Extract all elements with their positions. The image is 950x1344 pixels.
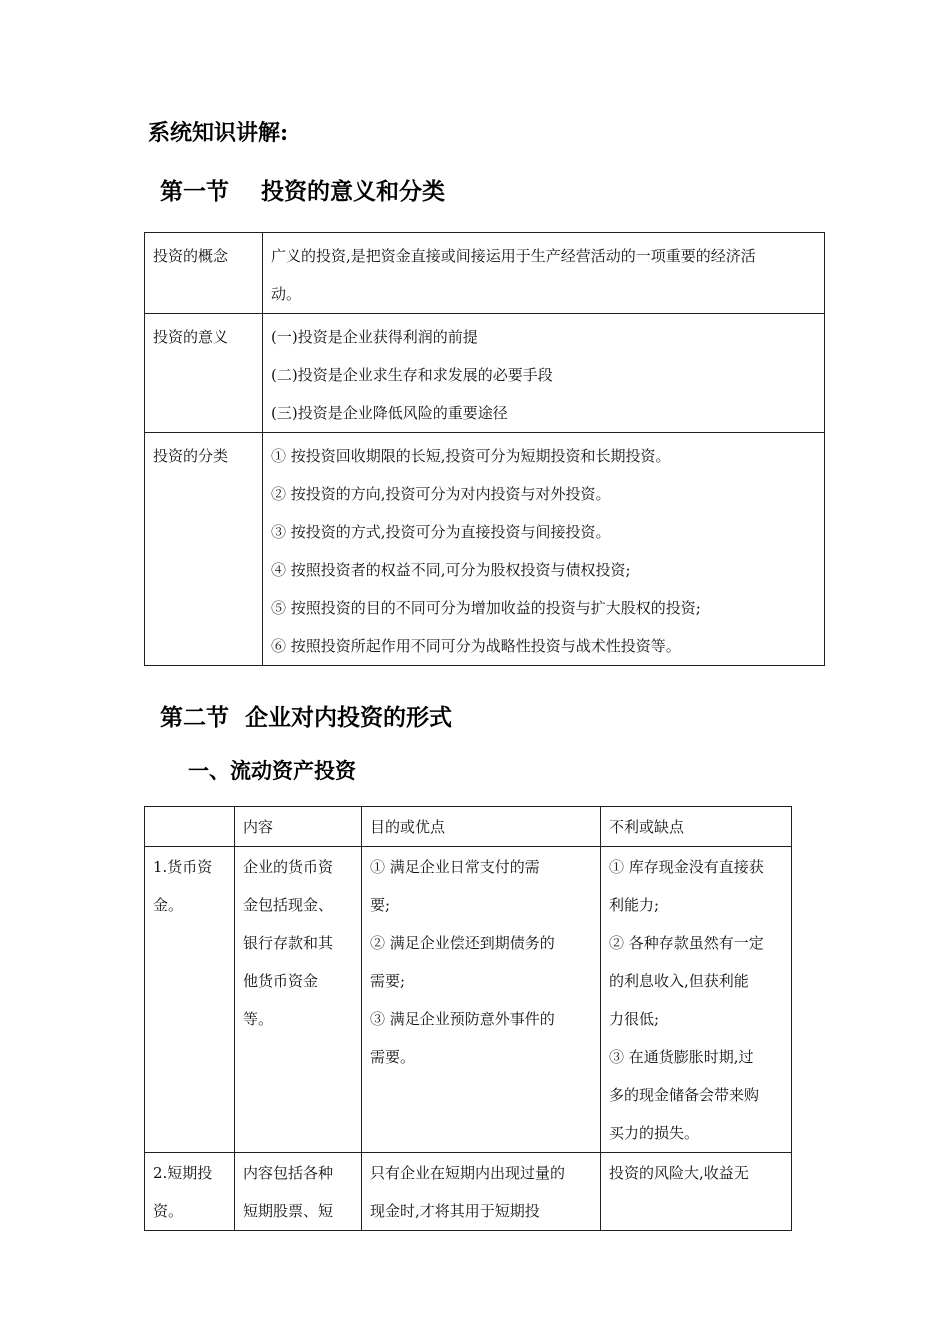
content-cell xyxy=(235,847,362,1153)
table-row xyxy=(145,433,825,666)
text-line: 企业的货币资 xyxy=(243,858,334,876)
text-line: 动。 xyxy=(271,285,302,303)
section-1-title: 第一节 投资的意义和分类 xyxy=(160,178,446,205)
header-cell xyxy=(145,807,235,847)
text-line: 银行存款和其 xyxy=(243,934,334,952)
text-line: 内容包括各种 xyxy=(243,1164,334,1182)
text-line: ① 库存现金没有直接获 xyxy=(609,858,764,876)
text-line: 现金时,才将其用于短期投 xyxy=(370,1202,540,1220)
row-content xyxy=(263,314,825,433)
text-line: (二)投资是企业求生存和求发展的必要手段 xyxy=(271,366,553,384)
text-line: ① 满足企业日常支付的需 xyxy=(370,858,540,876)
text-line: 买力的损失。 xyxy=(609,1124,700,1142)
investment-overview-table xyxy=(144,232,825,666)
text-line: 需要。 xyxy=(370,1048,416,1066)
text-line: 等。 xyxy=(243,1010,274,1028)
row-content xyxy=(263,433,825,666)
text-line: 金。 xyxy=(153,896,184,914)
text-line: 2.短期投 xyxy=(153,1164,213,1182)
text-line: ③ 在通货膨胀时期,过 xyxy=(609,1048,754,1066)
text-line: 1.货币资 xyxy=(153,858,213,876)
text-line: 的利息收入,但获利能 xyxy=(609,972,749,990)
pros-cell xyxy=(362,847,601,1153)
text-line: 投资的风险大,收益无 xyxy=(609,1164,749,1182)
text-line: 他货币资金 xyxy=(243,972,319,990)
subsection-title: 一、流动资产投资 xyxy=(188,758,356,783)
text-line: ③ 满足企业预防意外事件的 xyxy=(370,1010,555,1028)
text-line: ⑤ 按照投资的目的不同可分为增加收益的投资与扩大股权的投资; xyxy=(271,599,701,617)
text-line: ② 按投资的方向,投资可分为对内投资与对外投资。 xyxy=(271,485,611,503)
text-line: (一)投资是企业获得利润的前提 xyxy=(271,328,478,346)
current-asset-investment-table xyxy=(144,806,792,1231)
table-header-row xyxy=(145,807,792,847)
row-label: 投资的分类 xyxy=(145,433,263,666)
text-line: ⑥ 按照投资所起作用不同可分为战略性投资与战术性投资等。 xyxy=(271,637,681,655)
text-line: ② 各种存款虽然有一定 xyxy=(609,934,764,952)
cons-cell xyxy=(601,1153,792,1231)
text-line: 力很低; xyxy=(609,1010,660,1028)
content-cell xyxy=(235,1153,362,1231)
text-line: 只有企业在短期内出现过量的 xyxy=(370,1164,566,1182)
table-row xyxy=(145,847,792,1153)
text-line: ④ 按照投资者的权益不同,可分为股权投资与债权投资; xyxy=(271,561,631,579)
text-line: 需要; xyxy=(370,972,406,990)
table-row xyxy=(145,233,825,314)
row-label xyxy=(145,1153,235,1231)
table-row xyxy=(145,1153,792,1231)
text-line: 金包括现金、 xyxy=(243,896,334,914)
text-line: 利能力; xyxy=(609,896,660,914)
text-line: 多的现金储备会带来购 xyxy=(609,1086,760,1104)
text-line: ③ 按投资的方式,投资可分为直接投资与间接投资。 xyxy=(271,523,611,541)
text-line: ① 按投资回收期限的长短,投资可分为短期投资和长期投资。 xyxy=(271,447,671,465)
text-line: ② 满足企业偿还到期债务的 xyxy=(370,934,555,952)
table-row xyxy=(145,314,825,433)
text-line: 要; xyxy=(370,896,391,914)
row-label: 投资的概念 xyxy=(145,233,263,314)
text-line: 广义的投资,是把资金直接或间接运用于生产经营活动的一项重要的经济活 xyxy=(271,247,756,265)
text-line: 短期股票、短 xyxy=(243,1202,334,1220)
header-cell: 目的或优点 xyxy=(362,807,601,847)
row-content xyxy=(263,233,825,314)
section-2-title: 第二节 企业对内投资的形式 xyxy=(160,704,453,731)
row-label xyxy=(145,847,235,1153)
text-line: (三)投资是企业降低风险的重要途径 xyxy=(271,404,508,422)
intro-title: 系统知识讲解: xyxy=(148,120,289,146)
row-label: 投资的意义 xyxy=(145,314,263,433)
cons-cell xyxy=(601,847,792,1153)
header-cell: 不利或缺点 xyxy=(601,807,792,847)
pros-cell xyxy=(362,1153,601,1231)
text-line: 资。 xyxy=(153,1202,184,1220)
header-cell: 内容 xyxy=(235,807,362,847)
